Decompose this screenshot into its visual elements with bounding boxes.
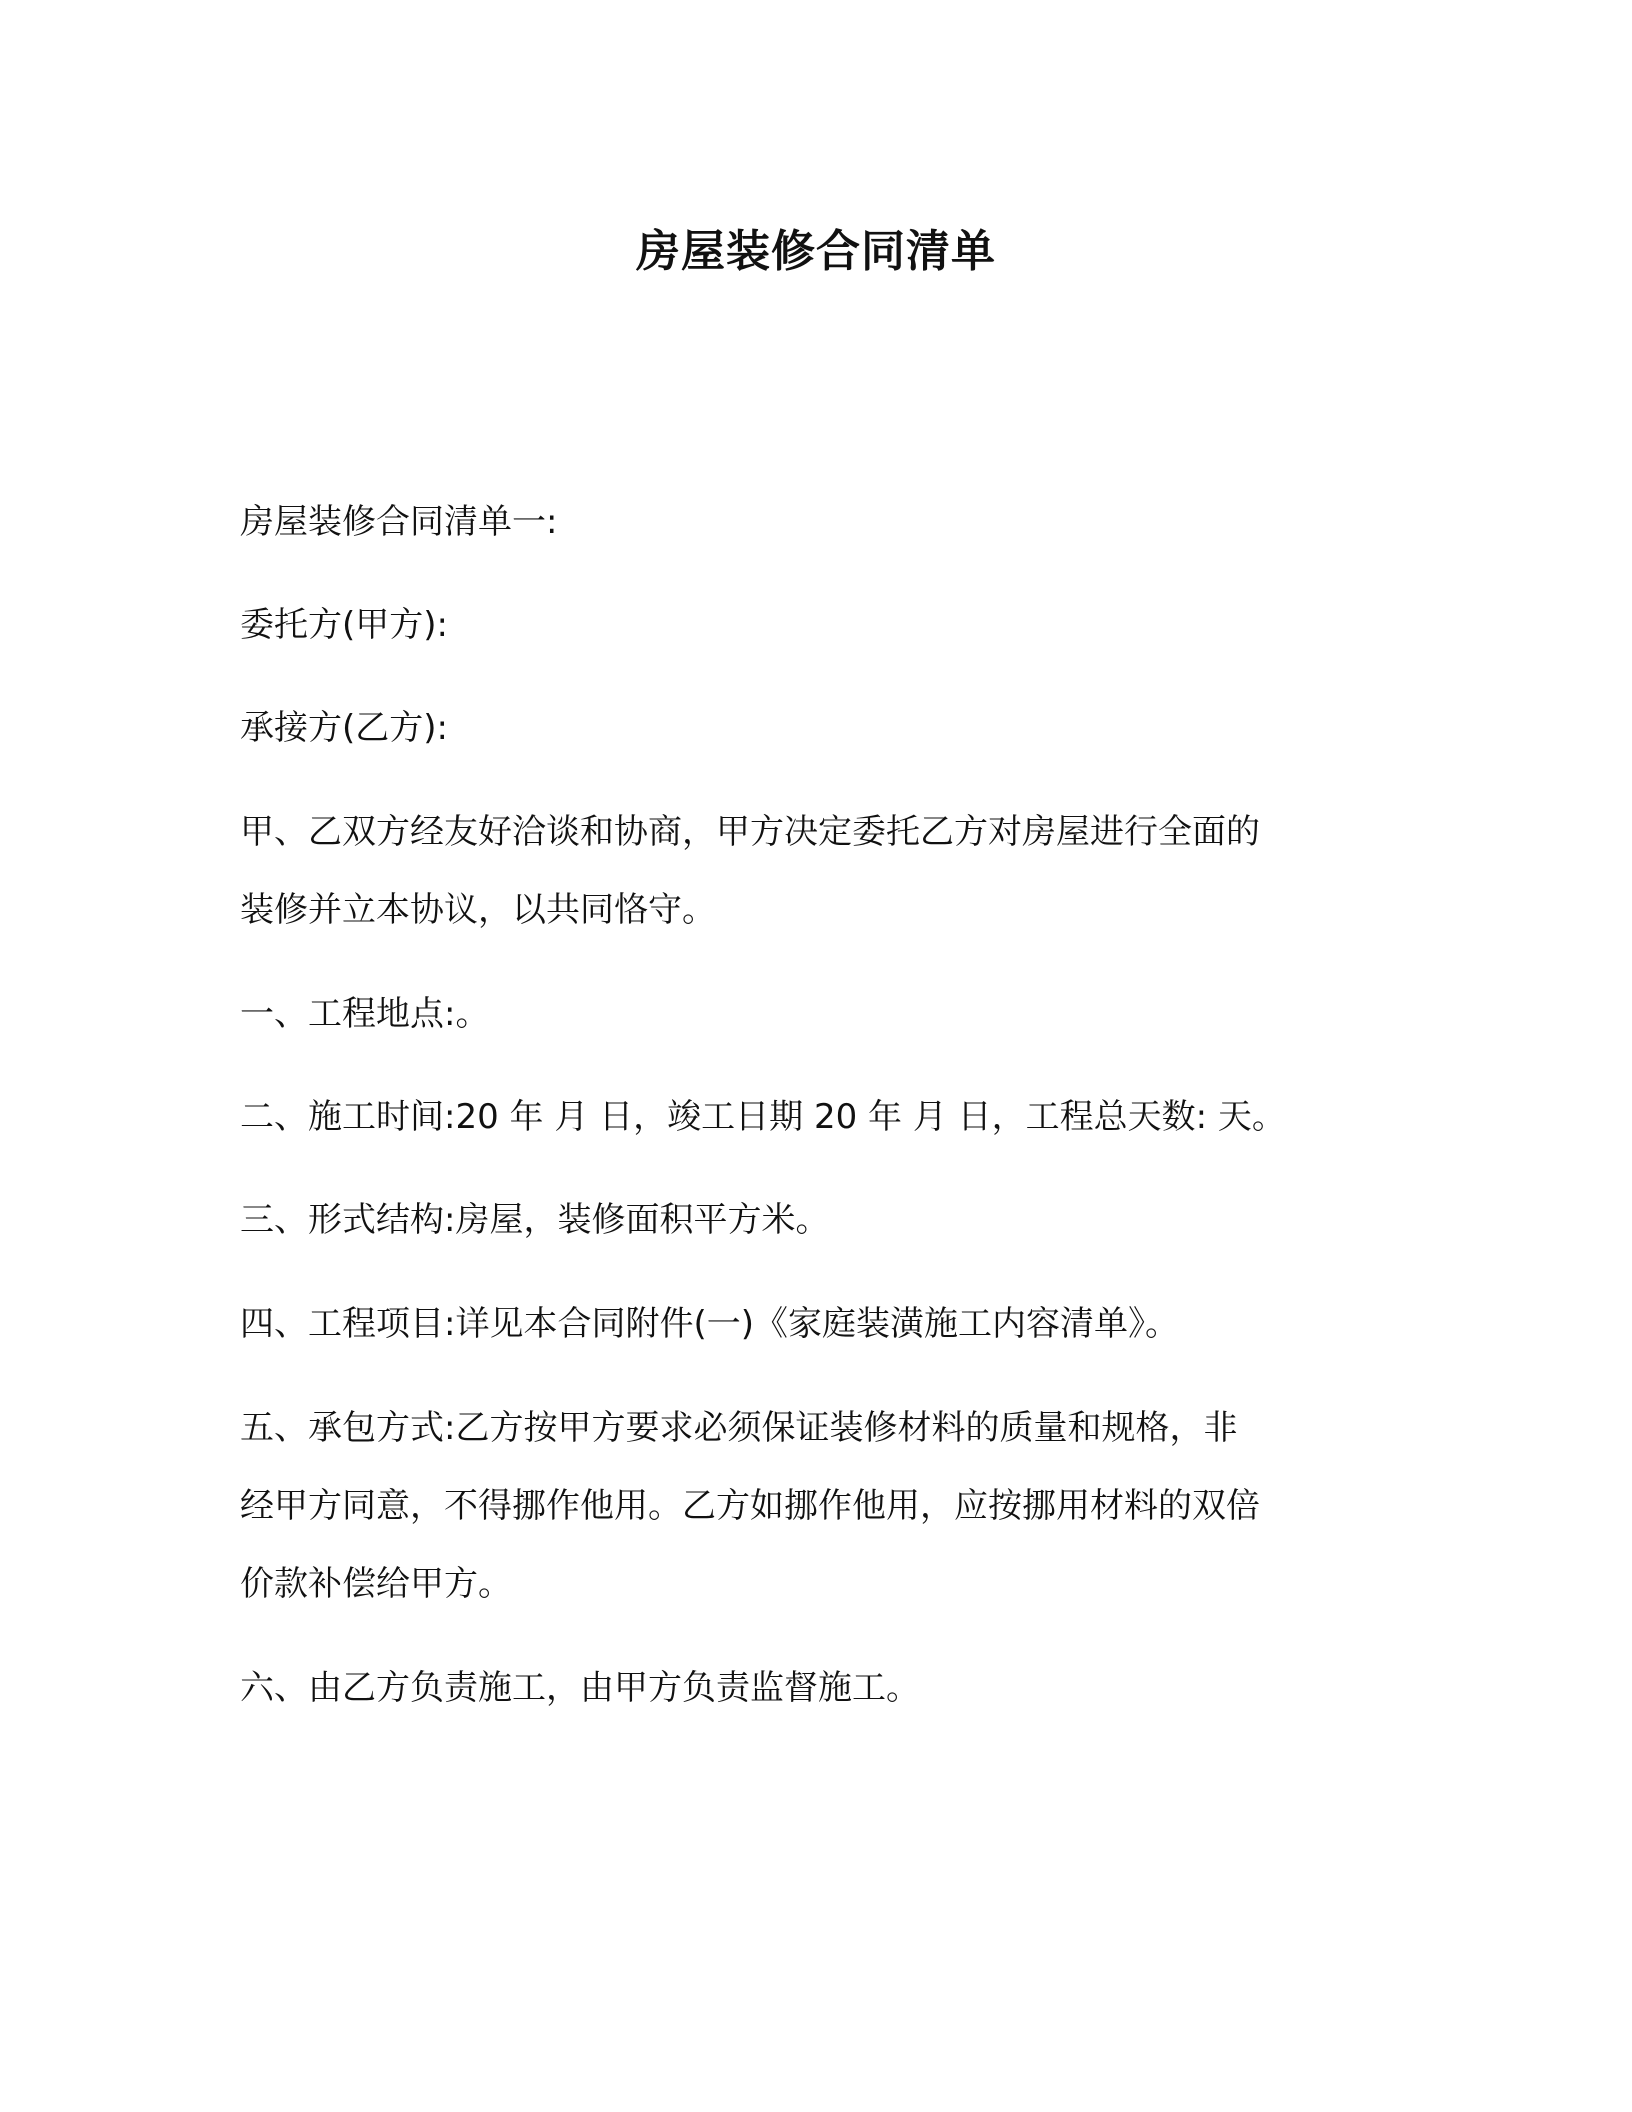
party-b-line: 承接方(乙方): xyxy=(240,708,448,748)
clause-2: 二、施工时间:20 年 月 日，竣工日期 20 年 月 日，工程总天数: 天。 xyxy=(240,1097,1286,1137)
document-title: 房屋装修合同清单 xyxy=(636,226,996,277)
section-heading: 房屋装修合同清单一: xyxy=(240,502,558,542)
clause-5-line-2: 经甲方同意，不得挪作他用。乙方如挪作他用，应按挪用材料的双倍 xyxy=(240,1486,1260,1526)
clause-3: 三、形式结构:房屋，装修面积平方米。 xyxy=(240,1200,830,1240)
intro-paragraph-line-2: 装修并立本协议，以共同恪守。 xyxy=(240,890,716,930)
clause-4: 四、工程项目:详见本合同附件(一)《家庭装潢施工内容清单》。 xyxy=(240,1304,1179,1344)
clause-1: 一、工程地点:。 xyxy=(240,994,490,1034)
clause-5-line-1: 五、承包方式:乙方按甲方要求必须保证装修材料的质量和规格，非 xyxy=(240,1408,1238,1448)
clause-5-line-3: 价款补偿给甲方。 xyxy=(240,1564,512,1604)
intro-paragraph-line-1: 甲、乙双方经友好洽谈和协商，甲方决定委托乙方对房屋进行全面的 xyxy=(240,812,1260,852)
party-a-line: 委托方(甲方): xyxy=(240,605,448,645)
clause-6: 六、由乙方负责施工，由甲方负责监督施工。 xyxy=(240,1668,920,1708)
